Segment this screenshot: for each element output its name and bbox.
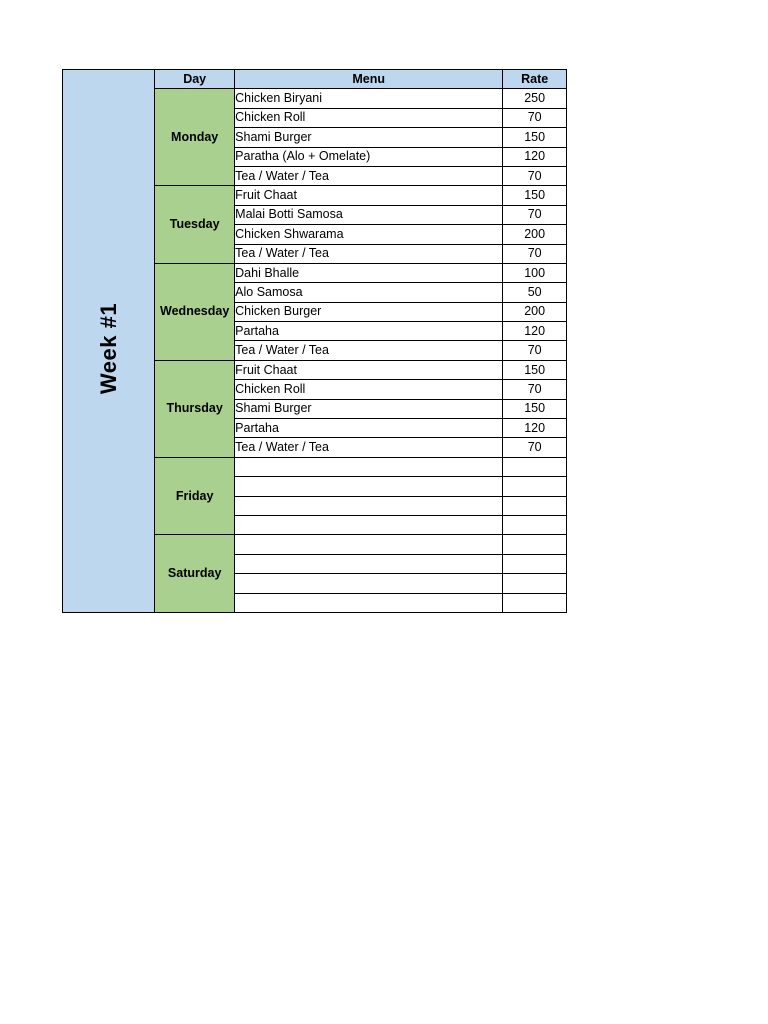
- menu-item-cell[interactable]: Tea / Water / Tea: [235, 341, 503, 360]
- menu-item-cell[interactable]: Chicken Biryani: [235, 89, 503, 108]
- rate-cell[interactable]: [503, 496, 567, 515]
- weekly-menu-table: [62, 69, 567, 613]
- menu-item-cell[interactable]: Fruit Chaat: [235, 186, 503, 205]
- rate-cell[interactable]: 70: [503, 341, 567, 360]
- menu-item-cell[interactable]: Dahi Bhalle: [235, 263, 503, 282]
- menu-item-cell[interactable]: Malai Botti Samosa: [235, 205, 503, 224]
- rate-cell[interactable]: 70: [503, 380, 567, 399]
- menu-item-cell[interactable]: [235, 457, 503, 476]
- menu-item-cell[interactable]: Chicken Shwarama: [235, 225, 503, 244]
- day-cell-friday[interactable]: Friday: [155, 457, 235, 535]
- rate-cell[interactable]: [503, 574, 567, 593]
- rate-cell[interactable]: 70: [503, 438, 567, 457]
- menu-item-cell[interactable]: [235, 477, 503, 496]
- rate-cell[interactable]: 150: [503, 128, 567, 147]
- day-cell-thursday[interactable]: Thursday: [155, 360, 235, 457]
- menu-item-cell[interactable]: Shami Burger: [235, 128, 503, 147]
- rate-cell[interactable]: [503, 535, 567, 554]
- rate-cell[interactable]: 100: [503, 263, 567, 282]
- rate-cell[interactable]: [503, 554, 567, 573]
- menu-item-cell[interactable]: [235, 593, 503, 612]
- rate-cell[interactable]: 150: [503, 399, 567, 418]
- rate-cell[interactable]: 70: [503, 166, 567, 185]
- menu-item-cell[interactable]: Fruit Chaat: [235, 360, 503, 379]
- menu-item-cell[interactable]: [235, 574, 503, 593]
- day-column-header[interactable]: Day: [155, 70, 235, 89]
- rate-cell[interactable]: 120: [503, 419, 567, 438]
- rate-cell[interactable]: 70: [503, 244, 567, 263]
- menu-item-cell[interactable]: Tea / Water / Tea: [235, 244, 503, 263]
- day-cell-monday[interactable]: Monday: [155, 89, 235, 186]
- rate-cell[interactable]: [503, 593, 567, 612]
- menu-item-cell[interactable]: Chicken Roll: [235, 108, 503, 127]
- rate-cell[interactable]: [503, 457, 567, 476]
- day-cell-wednesday[interactable]: Wednesday: [155, 263, 235, 360]
- menu-item-cell[interactable]: [235, 535, 503, 554]
- rate-cell[interactable]: 70: [503, 108, 567, 127]
- menu-item-cell[interactable]: Tea / Water / Tea: [235, 166, 503, 185]
- rate-cell[interactable]: 70: [503, 205, 567, 224]
- rate-cell[interactable]: 200: [503, 302, 567, 321]
- menu-item-cell[interactable]: [235, 515, 503, 534]
- menu-item-cell[interactable]: Partaha: [235, 419, 503, 438]
- rate-cell[interactable]: [503, 515, 567, 534]
- rate-cell[interactable]: 250: [503, 89, 567, 108]
- menu-item-cell[interactable]: [235, 496, 503, 515]
- menu-column-header[interactable]: Menu: [235, 70, 503, 89]
- menu-item-cell[interactable]: Chicken Roll: [235, 380, 503, 399]
- menu-item-cell[interactable]: Partaha: [235, 322, 503, 341]
- week-cell[interactable]: [63, 89, 155, 613]
- rate-cell[interactable]: 150: [503, 186, 567, 205]
- rate-column-header[interactable]: Rate: [503, 70, 567, 89]
- rate-cell[interactable]: [503, 477, 567, 496]
- rate-cell[interactable]: 150: [503, 360, 567, 379]
- rate-cell[interactable]: 200: [503, 225, 567, 244]
- menu-item-cell[interactable]: [235, 554, 503, 573]
- rate-cell[interactable]: 50: [503, 283, 567, 302]
- menu-item-cell[interactable]: Alo Samosa: [235, 283, 503, 302]
- menu-item-cell[interactable]: Shami Burger: [235, 399, 503, 418]
- day-cell-saturday[interactable]: Saturday: [155, 535, 235, 613]
- week-header-spacer: [63, 70, 155, 89]
- day-cell-tuesday[interactable]: Tuesday: [155, 186, 235, 264]
- menu-body: [63, 89, 567, 613]
- week-label: Week #1: [96, 302, 122, 394]
- rate-cell[interactable]: 120: [503, 322, 567, 341]
- header-row: [63, 70, 567, 89]
- menu-item-cell[interactable]: Paratha (Alo + Omelate): [235, 147, 503, 166]
- table-row: [63, 89, 567, 108]
- menu-item-cell[interactable]: Chicken Burger: [235, 302, 503, 321]
- menu-item-cell[interactable]: Tea / Water / Tea: [235, 438, 503, 457]
- rate-cell[interactable]: 120: [503, 147, 567, 166]
